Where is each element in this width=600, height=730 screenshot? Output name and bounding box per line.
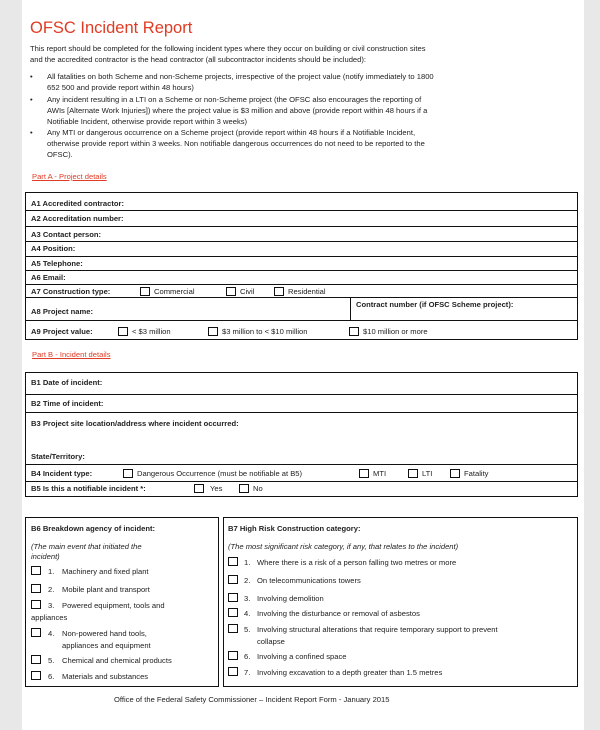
- field-project-name[interactable]: A8 Project name:: [31, 307, 94, 316]
- option-10m-plus: $10 million or more: [363, 327, 428, 336]
- field-position[interactable]: A4 Position:: [31, 244, 76, 253]
- option-civil: Civil: [240, 287, 255, 296]
- b7-option-text: Where there is a risk of a person falling two metres or more: [257, 558, 457, 567]
- b6-option-text-cont: appliances: [31, 613, 68, 622]
- option-commercial: Commercial: [154, 287, 195, 296]
- field-accreditation-number[interactable]: A2 Accreditation number:: [31, 214, 124, 223]
- b6-num: 6.: [48, 672, 55, 681]
- checkbox-b7-7[interactable]: [228, 667, 238, 676]
- b7-num: 7.: [244, 668, 251, 677]
- b6-num: 4.: [48, 629, 55, 638]
- page-title: OFSC Incident Report: [30, 19, 193, 37]
- bullet-2-line-3: Notifiable Incident, otherwise provide report within 3 weeks): [47, 117, 248, 126]
- b6-num: 2.: [48, 585, 55, 594]
- checkbox-b7-6[interactable]: [228, 651, 238, 660]
- checkbox-dangerous-occurrence[interactable]: [123, 469, 133, 478]
- bullet-icon: •: [30, 95, 33, 104]
- option-lti: LTI: [422, 469, 433, 478]
- bullet-3-line-2: otherwise provide report within 3 weeks. Non notifiable dangerous occurrences do not need to be reported to the: [47, 139, 425, 148]
- checkbox-civil[interactable]: [226, 287, 236, 296]
- checkbox-commercial[interactable]: [140, 287, 150, 296]
- field-contact-person[interactable]: A3 Contact person:: [31, 230, 102, 239]
- field-accredited-contractor[interactable]: A1 Accredited contractor:: [31, 199, 124, 208]
- part-b-table: [25, 372, 578, 497]
- option-fatality: Fatality: [464, 469, 489, 478]
- page-footer: Office of the Federal Safety Commissioner – Incident Report Form - January 2015: [114, 695, 390, 704]
- field-site-location[interactable]: B3 Project site location/address where incident occurred:: [31, 419, 239, 428]
- checkbox-b6-6[interactable]: [31, 671, 41, 680]
- checkbox-10m-plus[interactable]: [349, 327, 359, 336]
- checkbox-b7-4[interactable]: [228, 608, 238, 617]
- b6-option-text-cont: appliances and equipment: [62, 641, 151, 650]
- b6-option-text: Chemical and chemical products: [62, 656, 172, 665]
- b7-num: 1.: [244, 558, 251, 567]
- option-dangerous-occurrence: Dangerous Occurrence (must be notifiable at B5): [137, 469, 303, 478]
- b6-note-1: (The main event that initiated the: [31, 542, 142, 551]
- checkbox-residential[interactable]: [274, 287, 284, 296]
- option-yes: Yes: [210, 484, 223, 493]
- b6-num: 5.: [48, 656, 55, 665]
- option-under-3m: < $3 million: [132, 327, 171, 336]
- field-state-territory[interactable]: State/Territory:: [31, 452, 85, 461]
- bullet-icon: •: [30, 72, 33, 81]
- b6-num: 3.: [48, 601, 55, 610]
- checkbox-b7-2[interactable]: [228, 575, 238, 584]
- b6-heading: B6 Breakdown agency of incident:: [31, 524, 156, 533]
- b7-num: 5.: [244, 625, 251, 634]
- b6-num: 1.: [48, 567, 55, 576]
- b6-option-text: Powered equipment, tools and: [62, 601, 165, 610]
- bullet-1-line-1: All fatalities on both Scheme and non-Scheme projects, irrespective of the project value (notify immediately to 1800: [47, 72, 434, 81]
- checkbox-notifiable-yes[interactable]: [194, 484, 204, 493]
- option-3m-to-10m: $3 million to < $10 million: [222, 327, 308, 336]
- bullet-2-line-2: AWIs [Alternate Work Injuries]) where the project value is $3 million and above (provide report within 48 hours if a: [47, 106, 428, 115]
- checkbox-under-3m[interactable]: [118, 327, 128, 336]
- intro-line-2: and the accredited contractor is the head contractor (all subcontractor incidents should be included):: [30, 55, 367, 64]
- b6-note-2: incident): [31, 552, 60, 561]
- option-no: No: [253, 484, 263, 493]
- incident-type-label: B4 Incident type:: [31, 469, 93, 478]
- checkbox-3m-to-10m[interactable]: [208, 327, 218, 336]
- checkbox-mti[interactable]: [359, 469, 369, 478]
- checkbox-b7-3[interactable]: [228, 593, 238, 602]
- b7-num: 2.: [244, 576, 251, 585]
- checkbox-b6-2[interactable]: [31, 584, 41, 593]
- b7-option-text: Involving structural alterations that require temporary support to prevent: [257, 625, 498, 634]
- checkbox-b6-3[interactable]: [31, 600, 41, 609]
- bullet-1-line-2: 652 500 and provide report within 48 hours): [47, 83, 194, 92]
- field-contract-number[interactable]: Contract number (if OFSC Scheme project):: [356, 300, 514, 309]
- b6-option-text: Materials and substances: [62, 672, 149, 681]
- b7-num: 3.: [244, 594, 251, 603]
- b7-option-text-cont: collapse: [257, 637, 285, 646]
- checkbox-b7-5[interactable]: [228, 624, 238, 633]
- report-page: [22, 0, 584, 730]
- bullet-icon: •: [30, 128, 33, 137]
- checkbox-lti[interactable]: [408, 469, 418, 478]
- b7-note: (The most significant risk category, if any, that relates to the incident): [228, 542, 459, 551]
- checkbox-b6-5[interactable]: [31, 655, 41, 664]
- intro-line-1: This report should be completed for the following incident types where they occur on building or civil construction sites: [30, 44, 426, 53]
- construction-type-label: A7 Construction type:: [31, 287, 111, 296]
- b7-num: 6.: [244, 652, 251, 661]
- part-a-heading: Part A - Project details: [32, 172, 107, 181]
- b7-option-text: On telecommunications towers: [257, 576, 361, 585]
- checkbox-b6-1[interactable]: [31, 566, 41, 575]
- field-telephone[interactable]: A5 Telephone:: [31, 259, 83, 268]
- checkbox-fatality[interactable]: [450, 469, 460, 478]
- field-date-of-incident[interactable]: B1 Date of incident:: [31, 378, 103, 387]
- part-b-heading: Part B - Incident details: [32, 350, 111, 359]
- project-value-label: A9 Project value:: [31, 327, 93, 336]
- checkbox-notifiable-no[interactable]: [239, 484, 249, 493]
- bullet-3-line-1: Any MTI or dangerous occurrence on a Scheme project (provide report within 48 hours if a Notifiable Incident,: [47, 128, 416, 137]
- b7-option-text: Involving demolition: [257, 594, 324, 603]
- b6-option-text: Machinery and fixed plant: [62, 567, 149, 576]
- b7-option-text: Involving a confined space: [257, 652, 347, 661]
- b7-heading: B7 High Risk Construction category:: [228, 524, 361, 533]
- checkbox-b6-4[interactable]: [31, 628, 41, 637]
- checkbox-b7-1[interactable]: [228, 557, 238, 566]
- b7-option-text: Involving excavation to a depth greater than 1.5 metres: [257, 668, 443, 677]
- field-email[interactable]: A6 Email:: [31, 273, 66, 282]
- b7-num: 4.: [244, 609, 251, 618]
- notifiable-label: B5 Is this a notifiable incident *:: [31, 484, 146, 493]
- option-mti: MTI: [373, 469, 387, 478]
- b7-option-text: Involving the disturbance or removal of asbestos: [257, 609, 420, 618]
- option-residential: Residential: [288, 287, 326, 296]
- bullet-3-line-3: OFSC).: [47, 150, 73, 159]
- field-time-of-incident[interactable]: B2 Time of incident:: [31, 399, 104, 408]
- b6-option-text: Non-powered hand tools,: [62, 629, 147, 638]
- b6-option-text: Mobile plant and transport: [62, 585, 150, 594]
- bullet-2-line-1: Any incident resulting in a LTI on a Scheme or non-Scheme project (the OFSC also encourages the reporting of: [47, 95, 422, 104]
